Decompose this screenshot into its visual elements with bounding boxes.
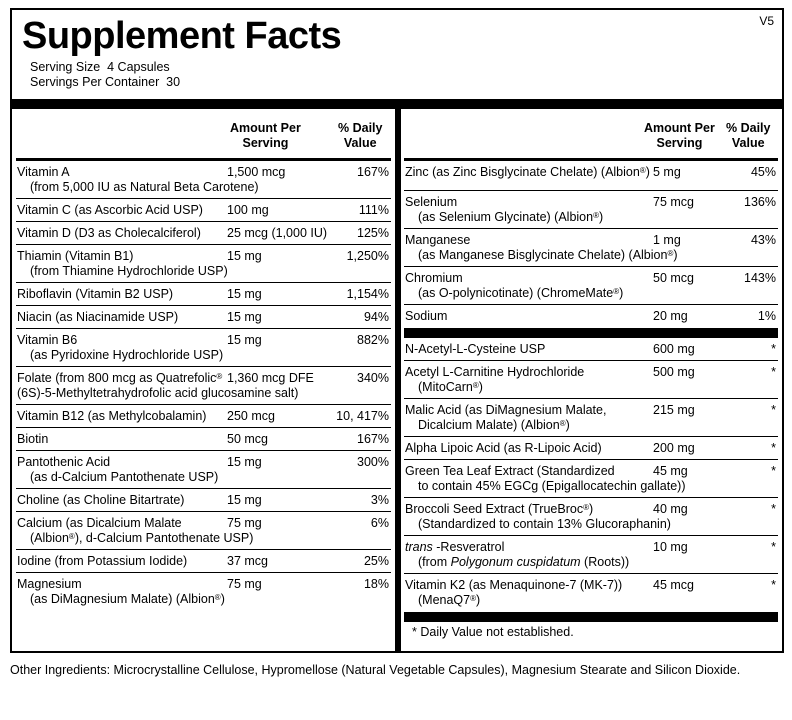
amount-per-serving: 15 mg bbox=[227, 333, 262, 347]
ingredient-name: Calcium (as Dicalcium Malate bbox=[17, 516, 182, 530]
ingredient-name: Magnesium bbox=[17, 577, 82, 591]
amount-per-serving: 20 mg bbox=[653, 309, 688, 323]
ingredient-name-italic: trans bbox=[405, 540, 433, 554]
amount-header-line1: Amount Per bbox=[644, 121, 715, 135]
ingredient-name: Thiamin (Vitamin B1) bbox=[17, 249, 134, 263]
right-column bbox=[404, 109, 778, 640]
amount-per-serving: 250 mcg bbox=[227, 409, 275, 423]
table-row bbox=[404, 267, 778, 305]
ingredient-name: Acetyl L-Carnitine Hydrochloride bbox=[405, 365, 585, 379]
daily-value: * bbox=[771, 540, 776, 554]
daily-value: * bbox=[771, 365, 776, 379]
right-column-header bbox=[404, 109, 778, 161]
daily-value: 882% bbox=[357, 333, 389, 347]
supplement-facts-panel bbox=[10, 8, 784, 653]
amount-header-line1: Amount Per bbox=[230, 121, 301, 135]
amount-per-serving: 45 mg bbox=[653, 464, 688, 478]
ingredient-name: Chromium bbox=[405, 271, 463, 285]
table-row bbox=[404, 229, 778, 267]
table-row bbox=[16, 245, 391, 283]
daily-value: 43% bbox=[750, 233, 776, 247]
ingredient-name: Vitamin C (as Ascorbic Acid USP) bbox=[17, 203, 203, 217]
daily-value: 18% bbox=[363, 577, 389, 591]
amount-per-serving: 1,500 mcg bbox=[227, 165, 286, 179]
daily-value: 10, 417% bbox=[336, 409, 389, 423]
table-row bbox=[404, 498, 778, 536]
amount-per-serving: 100 mg bbox=[227, 203, 269, 217]
amount-per-serving: 45 mcg bbox=[653, 578, 694, 592]
ingredient-name: Vitamin B6 bbox=[17, 333, 78, 347]
amount-per-serving: 75 mg bbox=[227, 577, 262, 591]
amount-per-serving: 75 mg bbox=[227, 516, 262, 530]
table-row bbox=[404, 536, 778, 574]
ingredient-name: Riboflavin (Vitamin B2 USP) bbox=[17, 287, 174, 301]
dv-header-line1: % Daily bbox=[338, 121, 383, 135]
ingredient-detail: (6S)-5-Methyltetrahydrofolic acid glucosamine salt) bbox=[17, 386, 299, 400]
other-ingredients: Other Ingredients: Microcrystalline Cellulose, Hypromellose (Natural Vegetable Capsules), Magnesium Stearate and Silicon Dioxide. bbox=[10, 663, 741, 677]
daily-value: 136% bbox=[744, 195, 776, 209]
ingredient-detail: (MenaQ7®) bbox=[418, 593, 481, 607]
ingredient-name: Alpha Lipoic Acid (as R-Lipoic Acid) bbox=[405, 441, 602, 455]
table-row bbox=[16, 405, 391, 428]
amount-per-serving: 1,360 mcg DFE bbox=[227, 371, 314, 385]
ingredient-name: Zinc (as Zinc Bisglycinate Chelate) (Albion®) bbox=[405, 165, 650, 179]
ingredient-name: Pantothenic Acid bbox=[17, 455, 111, 469]
ingredient-name: Vitamin A bbox=[17, 165, 70, 179]
right-ingredient-list bbox=[404, 338, 778, 612]
amount-per-serving: 215 mg bbox=[653, 403, 695, 417]
ingredient-detail: (as d-Calcium Pantothenate USP) bbox=[30, 470, 219, 484]
ingredient-detail: (from Thiamine Hydrochloride USP) bbox=[30, 264, 228, 278]
right-nutrient-list bbox=[404, 161, 778, 328]
dv-header-line1: % Daily bbox=[726, 121, 771, 135]
amount-per-serving: 200 mg bbox=[653, 441, 695, 455]
amount-per-serving: 15 mg bbox=[227, 493, 262, 507]
table-row bbox=[16, 550, 391, 573]
left-column-header bbox=[16, 109, 391, 161]
amount-per-serving: 1 mg bbox=[653, 233, 681, 247]
daily-value: 6% bbox=[370, 516, 389, 530]
daily-value: 125% bbox=[357, 226, 389, 240]
amount-per-serving: 10 mg bbox=[653, 540, 688, 554]
daily-value: * bbox=[771, 578, 776, 592]
daily-value: 1,154% bbox=[346, 287, 389, 301]
table-row bbox=[16, 489, 391, 512]
table-row bbox=[16, 329, 391, 367]
serving-size: Serving Size 4 Capsules bbox=[30, 60, 170, 74]
daily-value: 25% bbox=[363, 554, 389, 568]
amount-per-serving: 600 mg bbox=[653, 342, 695, 356]
table-row bbox=[404, 399, 778, 437]
ingredient-detail: (as Pyridoxine Hydrochloride USP) bbox=[30, 348, 224, 362]
ingredient-detail: (as Selenium Glycinate) (Albion®) bbox=[418, 210, 604, 224]
top-thick-rule bbox=[12, 99, 782, 109]
amount-per-serving: 5 mg bbox=[653, 165, 681, 179]
amount-header bbox=[230, 121, 301, 151]
amount-header-line2: Serving bbox=[242, 136, 289, 150]
amount-per-serving: 50 mcg bbox=[227, 432, 268, 446]
servings-per-container: Servings Per Container 30 bbox=[30, 75, 181, 89]
amount-per-serving: 15 mg bbox=[227, 249, 262, 263]
daily-value: 300% bbox=[357, 455, 389, 469]
ingredient-detail: (Albion®), d-Calcium Pantothenate USP) bbox=[30, 531, 254, 545]
ingredient-name: Green Tea Leaf Extract (Standardized bbox=[405, 464, 615, 478]
ingredient-name: Vitamin K2 (as Menaquinone-7 (MK-7)) bbox=[405, 578, 623, 592]
ingredient-detail: (Standardized to contain 13% Glucoraphanin) bbox=[418, 517, 671, 531]
daily-value: 340% bbox=[357, 371, 389, 385]
ingredient-detail: (from Polygonum cuspidatum (Roots)) bbox=[418, 555, 630, 569]
daily-value: * bbox=[771, 342, 776, 356]
ingredient-detail: to contain 45% EGCg (Epigallocatechin gallate)) bbox=[418, 479, 686, 493]
amount-per-serving: 50 mcg bbox=[653, 271, 694, 285]
table-row bbox=[404, 574, 778, 612]
table-row bbox=[404, 305, 778, 328]
amount-per-serving: 37 mcg bbox=[227, 554, 268, 568]
version-label: V5 bbox=[759, 14, 774, 28]
daily-value: 143% bbox=[744, 271, 776, 285]
ingredient-name: Iodine (from Potassium Iodide) bbox=[17, 554, 188, 568]
daily-value: 45% bbox=[750, 165, 776, 179]
amount-per-serving: 500 mg bbox=[653, 365, 695, 379]
left-column bbox=[16, 109, 391, 611]
ingredient-name: Folate (from 800 mcg as Quatrefolic® bbox=[17, 371, 223, 385]
table-row bbox=[16, 222, 391, 245]
ingredient-name: N-Acetyl-L-Cysteine USP bbox=[405, 342, 546, 356]
table-row bbox=[16, 573, 391, 611]
ingredient-name: trans -Resveratrol bbox=[405, 540, 505, 554]
panel-title: Supplement Facts bbox=[22, 15, 342, 57]
serving-info bbox=[30, 60, 180, 90]
daily-value: 1% bbox=[757, 309, 776, 323]
ingredient-name: Choline (as Choline Bitartrate) bbox=[17, 493, 185, 507]
dv-header bbox=[726, 121, 770, 151]
table-row bbox=[16, 199, 391, 222]
ingredient-detail-italic: Polygonum cuspidatum bbox=[450, 555, 581, 569]
table-row bbox=[16, 451, 391, 489]
daily-value: * bbox=[771, 464, 776, 478]
ingredient-name: Selenium bbox=[405, 195, 458, 209]
amount-header-line2: Serving bbox=[656, 136, 703, 150]
dv-header-line2: Value bbox=[343, 136, 377, 150]
table-row bbox=[404, 437, 778, 460]
table-row bbox=[404, 161, 778, 191]
column-divider bbox=[395, 109, 401, 651]
amount-per-serving: 75 mcg bbox=[653, 195, 694, 209]
amount-per-serving: 40 mg bbox=[653, 502, 688, 516]
amount-per-serving: 25 mcg (1,000 IU) bbox=[227, 226, 328, 240]
table-row bbox=[16, 367, 391, 405]
amount-per-serving: 15 mg bbox=[227, 310, 262, 324]
left-nutrient-list bbox=[16, 161, 391, 611]
section-thick-rule bbox=[404, 328, 778, 338]
amount-per-serving: 15 mg bbox=[227, 287, 262, 301]
daily-value: 167% bbox=[357, 165, 389, 179]
table-row bbox=[16, 428, 391, 451]
daily-value: 167% bbox=[357, 432, 389, 446]
amount-per-serving: 15 mg bbox=[227, 455, 262, 469]
ingredient-detail: (as Manganese Bisglycinate Chelate) (Albion®) bbox=[418, 248, 678, 262]
ingredient-name: Sodium bbox=[405, 309, 448, 323]
table-row bbox=[404, 460, 778, 498]
daily-value: 3% bbox=[370, 493, 389, 507]
daily-value-footnote: * Daily Value not established. bbox=[412, 625, 574, 639]
ingredient-name: Vitamin D (D3 as Cholecalciferol) bbox=[17, 226, 201, 240]
ingredient-name: Broccoli Seed Extract (TrueBroc®) bbox=[405, 502, 594, 516]
table-row bbox=[16, 161, 391, 199]
ingredient-detail: (as DiMagnesium Malate) (Albion®) bbox=[30, 592, 225, 606]
ingredient-detail: (as O-polynicotinate) (ChromeMate®) bbox=[418, 286, 624, 300]
bottom-thick-rule bbox=[404, 612, 778, 622]
table-row bbox=[16, 306, 391, 329]
ingredient-name: Biotin bbox=[17, 432, 49, 446]
ingredient-name: Niacin (as Niacinamide USP) bbox=[17, 310, 179, 324]
dv-header-line2: Value bbox=[731, 136, 765, 150]
daily-value: 111% bbox=[358, 203, 389, 217]
ingredient-name: Vitamin B12 (as Methylcobalamin) bbox=[17, 409, 207, 423]
daily-value: * bbox=[771, 502, 776, 516]
dv-header bbox=[338, 121, 382, 151]
ingredient-name: Malic Acid (as DiMagnesium Malate, bbox=[405, 403, 607, 417]
table-row bbox=[404, 338, 778, 361]
table-row bbox=[16, 283, 391, 306]
table-row bbox=[404, 191, 778, 229]
daily-value: * bbox=[771, 403, 776, 417]
amount-header bbox=[644, 121, 715, 151]
ingredient-detail: (from 5,000 IU as Natural Beta Carotene) bbox=[30, 180, 259, 194]
table-row bbox=[16, 512, 391, 550]
ingredient-detail: Dicalcium Malate) (Albion®) bbox=[418, 418, 570, 432]
table-row bbox=[404, 361, 778, 399]
daily-value: 1,250% bbox=[346, 249, 389, 263]
ingredient-name: Manganese bbox=[405, 233, 471, 247]
daily-value: * bbox=[771, 441, 776, 455]
daily-value: 94% bbox=[363, 310, 389, 324]
ingredient-detail: (MitoCarn®) bbox=[418, 380, 483, 394]
